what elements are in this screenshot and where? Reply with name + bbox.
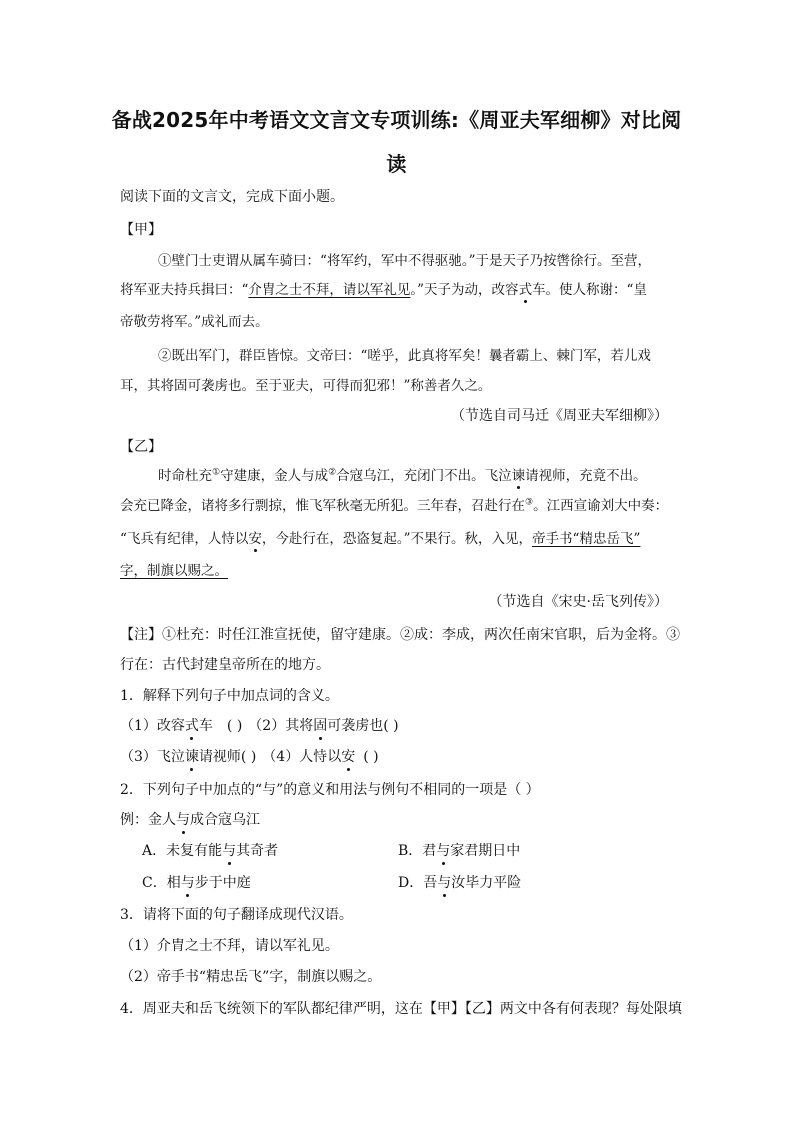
underlined-sentence: 介胄之士不拜，请以军礼见	[248, 282, 411, 298]
question-1-row1: （1）改容式车 ( ) （2）其将固可袭虏也( )	[120, 715, 399, 735]
section-b-source: （节选自《宋史·岳飞列传》）	[488, 594, 668, 610]
dotted-word: 式	[519, 278, 533, 298]
notes-line2: 行在：古代封建皇帝所在的地方。	[120, 657, 330, 673]
section-b-line1: 时命杜充①守建康，金人与成②合寇乌江，充闭门不出。飞泣谏请视师，充竟不出。	[158, 464, 647, 484]
section-a-p2-line1: ②既出军门，群臣皆惊。文帝曰：“嗟乎，此真将军矣！曩者霸上、棘门军，若儿戏	[158, 348, 651, 364]
question-3-stem: 3．请将下面的句子翻译成现代汉语。	[120, 907, 353, 923]
question-2-option-c[interactable]: C．相与步于中庭	[142, 872, 251, 892]
section-a-p1-line2: 将军亚夫持兵揖曰：“介胄之士不拜，请以军礼见。”天子为动，改容式车。使人称谢：“皇	[120, 278, 647, 298]
section-b-line3: “飞兵有纪律，人恃以安，今赴行在，恐盗复起。”不果行。秋，入见，帝手书“精忠岳飞”	[120, 527, 640, 547]
section-a-p1-line1: ①壁门士吏谓从属车骑曰：“将军约，军中不得驱驰。”于是天子乃按辔徐行。至营，	[158, 253, 652, 269]
question-2-stem: 2．下列句子中加点的“与”的意义和用法与例句不相同的一项是（ ）	[120, 782, 540, 798]
section-b-line2: 会充已降金，诸将多行剽掠，惟飞军秋毫无所犯。三年春，召赴行在③。江西宣谕刘大中奏：	[120, 497, 669, 514]
answer-blank-1[interactable]: ( )	[226, 718, 243, 734]
question-3-sentence-2: （2）帝手书“精忠岳飞”字，制旗以赐之。	[120, 969, 382, 985]
document-title-continued: 读	[386, 152, 407, 176]
question-4-stem: 4．周亚夫和岳飞统领下的军队都纪律严明，这在【甲】【乙】两文中各有何表现？每处限填	[120, 1001, 682, 1017]
question-1-row2: （3）飞泣谏请视师( ) （4）人恃以安 ( )	[120, 746, 379, 766]
section-b-label: 【乙】	[120, 439, 162, 455]
section-a-label: 【甲】	[120, 222, 162, 238]
question-2-option-b[interactable]: B．君与家君期日中	[398, 840, 520, 860]
question-2-option-a[interactable]: A．未复有能与其奇者	[142, 840, 278, 860]
section-b-line4	[120, 559, 228, 579]
document-title: 备战2025年中考语文文言文专项训练:《周亚夫军细柳》对比阅	[111, 108, 682, 132]
answer-blank-4[interactable]: ( )	[363, 749, 379, 765]
answer-blank-3[interactable]: ( )	[240, 749, 257, 765]
question-2-example: 例：金人与成合寇乌江	[120, 809, 260, 829]
dotted-word: 谏	[512, 464, 526, 484]
answer-blank-2[interactable]: ( )	[383, 718, 399, 734]
underlined-sentence: 帝手书“精忠岳飞”	[532, 531, 641, 547]
section-a-p1-line3: 帝敬劳将军。”成礼而去。	[120, 314, 269, 330]
instruction: 阅读下面的文言文，完成下面小题。	[120, 189, 344, 205]
section-a-p2-line2: 耳，其将固可袭虏也。至于亚夫，可得而犯邪！”称善者久之。	[120, 378, 492, 394]
dotted-word: 安	[248, 527, 262, 547]
notes-line1: 【注】①杜充：时任江淮宣抚使，留守建康。②成：李成，两次任南宋官职，后为金将。③	[120, 627, 680, 643]
question-1-stem: 1．解释下列句子中加点词的含义。	[120, 688, 339, 704]
question-2-option-d[interactable]: D．吾与汝毕力平险	[398, 872, 521, 892]
question-3-sentence-1: （1）介胄之士不拜，请以军礼见。	[120, 938, 339, 954]
section-a-source: （节选自司马迁《周亚夫军细柳》）	[451, 408, 668, 424]
underlined-sentence-continued: 字，制旗以赐之。	[120, 563, 228, 579]
